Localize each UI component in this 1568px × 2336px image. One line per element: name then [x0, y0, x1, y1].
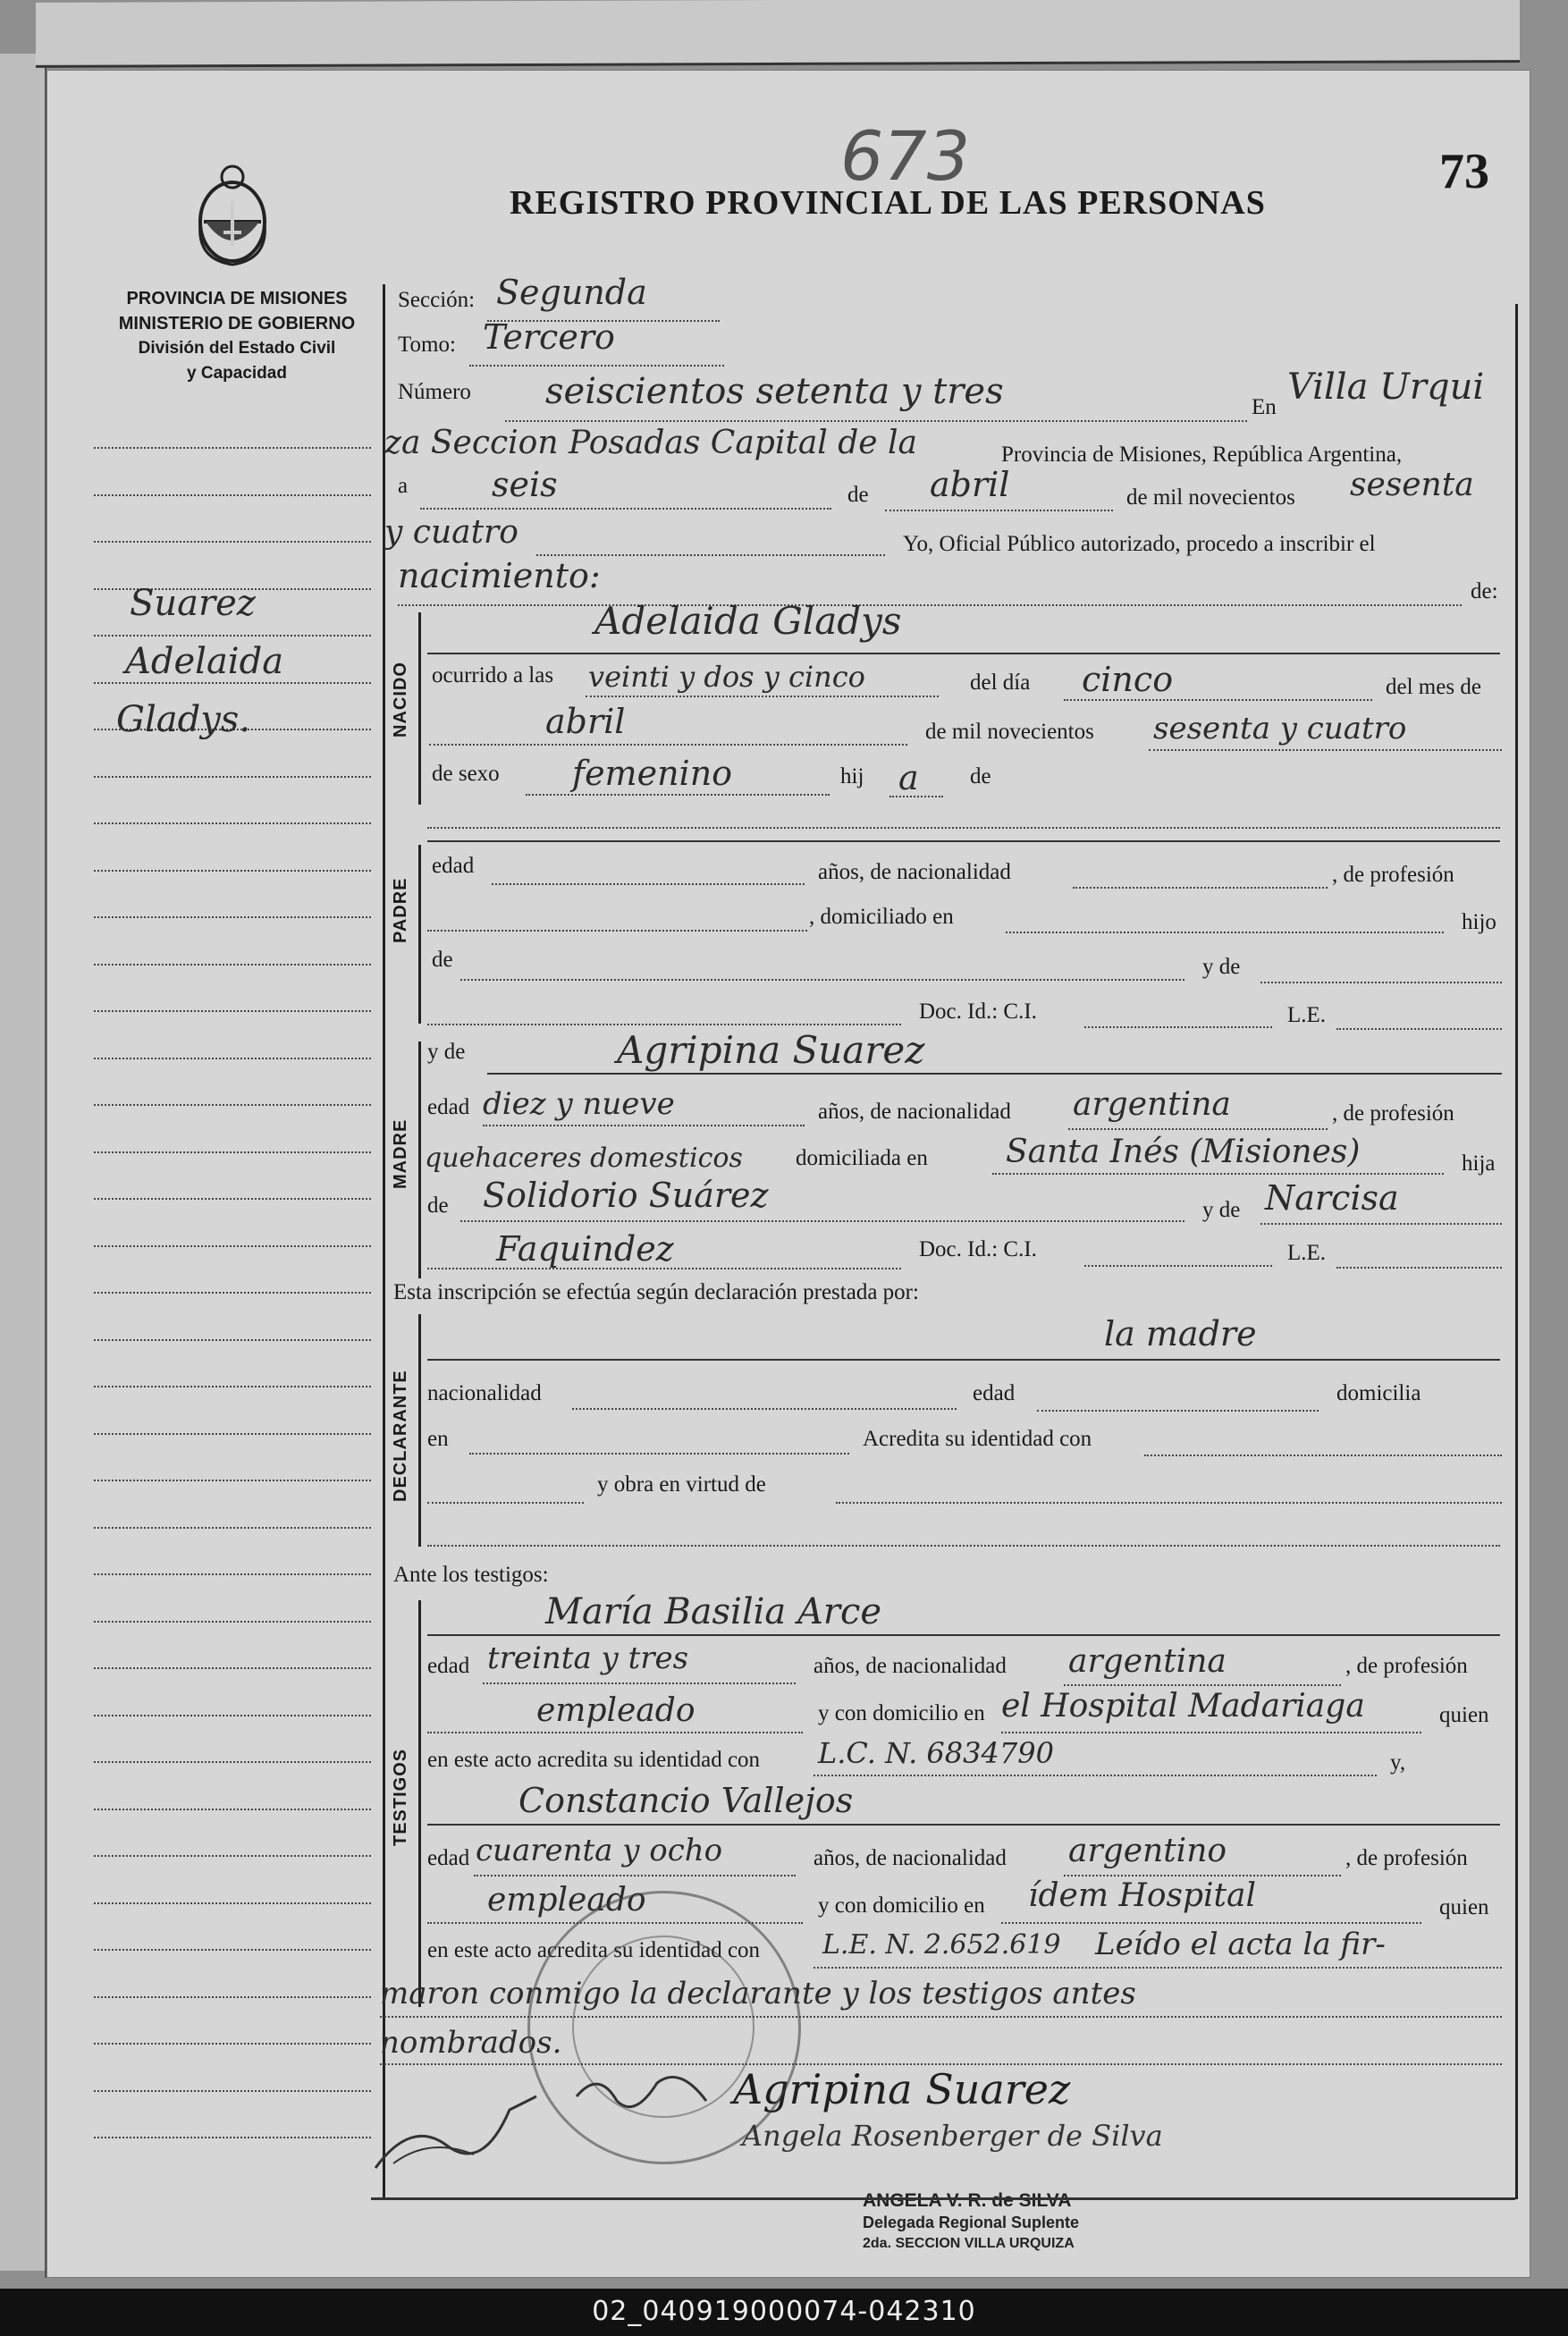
province-text: Provincia de Misiones, República Argentina,	[1001, 443, 1403, 467]
rule	[1068, 1128, 1328, 1130]
testigo1-doc: L.C. N. 6834790	[818, 1736, 1054, 1770]
closing-line-2: maron conmigo la declarante y los testigos antes	[380, 1976, 1136, 2011]
witness-signature-icon	[367, 2083, 545, 2181]
rule	[526, 794, 830, 796]
coat-of-arms-icon	[188, 161, 277, 268]
padre-domicilio-label: , domiciliado en	[809, 905, 954, 929]
margin-rule	[94, 1386, 371, 1387]
declarante-nacionalidad-label: nacionalidad	[427, 1381, 542, 1405]
tomo-label: Tomo:	[398, 333, 456, 357]
rule	[1064, 1684, 1341, 1686]
place-value-1: Villa Urqui	[1287, 367, 1485, 408]
testigo1-profesion: empleado	[536, 1692, 695, 1729]
rule	[1073, 887, 1328, 889]
year-value-1: sesenta	[1350, 467, 1474, 503]
rule	[460, 1220, 1184, 1222]
testigo2-profesion: empleado	[487, 1882, 646, 1919]
madre-edad: diez y nueve	[483, 1086, 675, 1122]
madre-y-de-label: y de	[427, 1040, 466, 1064]
margin-rule	[94, 2043, 371, 2045]
sexo-label: de sexo	[432, 762, 500, 786]
del-dia-label: del día	[970, 670, 1031, 695]
madre-parent2-1: Narcisa	[1265, 1178, 1399, 1218]
stamp-line: 2da. SECCION VILLA URQUIZA	[863, 2236, 1075, 2251]
testigo1-quien-label: quien	[1439, 1703, 1489, 1727]
signature-official: Angela Rosenberger de Silva	[742, 2119, 1163, 2153]
rule	[1336, 1028, 1502, 1030]
margin-rule	[94, 541, 371, 543]
rule	[1037, 1410, 1319, 1412]
rule	[427, 827, 1500, 829]
rule	[1064, 1875, 1341, 1876]
rule	[1001, 1732, 1421, 1733]
madre-edad-label: edad	[427, 1095, 470, 1119]
section-bar-declarante	[418, 1314, 421, 1547]
seccion-label: Sección:	[398, 288, 476, 312]
margin-rule	[94, 870, 371, 872]
rule	[427, 1359, 1500, 1361]
section-bar-testigos	[418, 1600, 421, 2007]
margin-rule	[94, 494, 371, 496]
rule	[505, 420, 1247, 422]
underlying-page-edge	[0, 54, 46, 2271]
madre-de-label: de	[427, 1193, 449, 1218]
margin-rule	[94, 635, 371, 637]
madre-profesion-label: , de profesión	[1332, 1101, 1454, 1126]
section-bar-nacido	[418, 612, 421, 805]
testigo1-edad-label: edad	[427, 1654, 470, 1678]
margin-rule	[94, 964, 371, 966]
testigo2-nacionalidad: argentino	[1068, 1833, 1227, 1869]
padre-y-de-label: y de	[1202, 955, 1241, 979]
declarante-edad-label: edad	[973, 1381, 1016, 1405]
rule	[371, 2197, 1515, 2200]
madre-parent1: Solidorio Suárez	[483, 1176, 769, 1215]
testigo1-domicilio: el Hospital Madariaga	[1001, 1688, 1365, 1725]
testigo2-name: Constancio Vallejos	[518, 1781, 854, 1820]
issuing-authority	[94, 286, 380, 386]
rule	[1336, 1267, 1502, 1269]
birth-month: abril	[545, 702, 626, 741]
madre-hija-label: hija	[1462, 1151, 1496, 1176]
rule	[889, 796, 943, 797]
rule	[1149, 749, 1502, 751]
rule	[885, 510, 1113, 511]
rule	[1084, 1026, 1272, 1028]
margin-divider	[383, 284, 385, 2197]
margin-rule	[94, 2090, 371, 2092]
testigo1-domicilio-label: y con domicilio en	[818, 1701, 985, 1725]
madre-domicilio-label: domiciliada en	[796, 1146, 928, 1170]
testigos-intro: Ante los testigos:	[393, 1563, 549, 1587]
margin-rule	[94, 1949, 371, 1951]
margin-rule	[94, 1621, 371, 1623]
rule	[1064, 699, 1372, 701]
day-value: seis	[492, 465, 558, 504]
madre-anos-label: años, de nacionalidad	[818, 1100, 1011, 1124]
testigo2-acredita-label: en este acto acredita su identidad con	[427, 1938, 761, 1962]
margin-rule	[94, 1761, 371, 1763]
rule	[427, 1824, 1500, 1826]
margin-rule	[94, 1151, 371, 1153]
margin-rule	[94, 822, 371, 824]
testigo2-profesion-label: , de profesión	[1345, 1846, 1468, 1870]
birth-year: sesenta y cuatro	[1153, 711, 1407, 746]
margin-rule	[94, 1527, 371, 1529]
testigo1-acredita-label: en este acto acredita su identidad con	[427, 1748, 761, 1772]
rule	[814, 1967, 1502, 1969]
rule	[427, 1502, 584, 1504]
margin-rule	[94, 1292, 371, 1294]
padre-doc-label: Doc. Id.: C.I.	[919, 999, 1037, 1024]
margin-rule	[94, 2137, 371, 2138]
margin-rule	[94, 1058, 371, 1059]
section-label-nacido: NACIDO	[391, 662, 410, 738]
rule	[427, 1268, 901, 1269]
margin-rule	[94, 776, 371, 778]
padre-edad-label: edad	[432, 854, 475, 878]
de-label: de	[847, 483, 869, 507]
margin-rule	[94, 447, 371, 449]
rule	[572, 1408, 957, 1410]
testigo1-y-label: y,	[1390, 1750, 1406, 1775]
hij-value: a	[898, 758, 919, 797]
ocurrido-label: ocurrido a las	[432, 663, 554, 687]
margin-rule	[94, 1573, 371, 1575]
rule	[836, 1502, 1502, 1504]
rule	[483, 1682, 796, 1684]
margin-rule	[94, 1480, 371, 1481]
overlapping-sheet-edge	[36, 0, 1520, 68]
margin-rule	[94, 1809, 371, 1810]
madre-name: Agripina Suarez	[617, 1028, 925, 1072]
margin-rule	[94, 1433, 371, 1435]
rule	[487, 1073, 1502, 1075]
madre-doc-label: Doc. Id.: C.I.	[919, 1237, 1037, 1261]
act-value: nacimiento:	[398, 556, 601, 595]
margin-note-name: Adelaida	[125, 641, 284, 682]
year-value-2: y cuatro	[384, 514, 518, 551]
margin-rule	[94, 1198, 371, 1200]
testigo2-doc: L.E. N. 2.652.619	[822, 1929, 1061, 1961]
rule	[427, 1732, 803, 1733]
testigo2-domicilio: ídem Hospital	[1028, 1877, 1256, 1914]
child-name: Adelaida Gladys	[594, 599, 902, 643]
testigo1-nacionalidad: argentina	[1068, 1643, 1227, 1680]
rule	[1006, 932, 1444, 933]
a-label: a	[398, 474, 409, 498]
page-title: REGISTRO PROVINCIAL DE LAS PERSONAS	[510, 184, 1266, 222]
rule	[483, 1125, 805, 1126]
section-label-testigos: TESTIGOS	[391, 1748, 410, 1846]
rule	[460, 979, 1184, 981]
section-bar-madre	[418, 1042, 421, 1278]
section-label-declarante: DECLARANTE	[391, 1370, 410, 1502]
rule	[469, 1453, 849, 1455]
birth-day: cinco	[1082, 660, 1174, 699]
margin-rule	[94, 1855, 371, 1857]
testigo2-quien-label: quien	[1439, 1895, 1489, 1919]
place-value-2: za Seccion Posadas Capital de la	[384, 425, 918, 461]
margin-rule	[94, 1715, 371, 1716]
testigo1-anos-label: años, de nacionalidad	[814, 1654, 1007, 1678]
numero-value: seiscientos setenta y tres	[545, 371, 1004, 412]
authority-line: y Capacidad	[187, 364, 287, 383]
year-label: de mil novecientos	[1126, 485, 1295, 510]
rule	[1260, 982, 1502, 983]
stamp-line: Delegada Regional Suplente	[863, 2214, 1080, 2231]
madre-profesion: quehaceres domesticos	[425, 1143, 743, 1174]
testigo2-anos-label: años, de nacionalidad	[814, 1846, 1007, 1870]
declarante-obra-label: y obra en virtud de	[597, 1472, 766, 1497]
margin-note-name2: Gladys.	[116, 699, 251, 740]
padre-hijo-label: hijo	[1462, 910, 1496, 934]
page-number: 73	[1439, 144, 1489, 199]
rule	[427, 840, 1500, 842]
authority-line: División del Estado Civil	[138, 339, 336, 358]
testigo2-edad-label: edad	[427, 1846, 470, 1870]
numero-label: Número	[398, 380, 471, 404]
rule	[1001, 1922, 1421, 1924]
madre-y-de2-label: y de	[1202, 1198, 1241, 1222]
margin-rule	[94, 1104, 371, 1106]
margin-rule	[94, 1339, 371, 1341]
de-label: de	[970, 764, 991, 789]
madre-le-label: L.E.	[1287, 1241, 1327, 1265]
right-border	[1515, 304, 1518, 2199]
del-mes-label: del mes de	[1386, 675, 1481, 699]
rule	[1144, 1455, 1502, 1456]
rule	[398, 604, 1462, 606]
hij-label: hij	[840, 764, 864, 789]
declarante-en-label: en	[427, 1427, 449, 1451]
image-identifier: 02_040919000074-042310	[592, 2296, 976, 2327]
rule	[1084, 1265, 1272, 1267]
madre-nacionalidad: argentina	[1073, 1086, 1231, 1123]
margin-rule	[94, 1667, 371, 1669]
folio-number: 673	[840, 116, 971, 196]
rule	[586, 696, 939, 697]
rule	[474, 1875, 796, 1876]
seccion-value: Segunda	[496, 273, 647, 312]
declarante-domicilia-label: domicilia	[1336, 1381, 1421, 1405]
rule	[1260, 1223, 1502, 1225]
rule	[492, 883, 805, 885]
section-label-madre: MADRE	[391, 1118, 410, 1189]
margin-rule	[94, 1245, 371, 1247]
stamp-line: ANGELA V. R. de SILVA	[863, 2190, 1072, 2211]
tomo-value: Tercero	[483, 317, 615, 357]
margin-rule	[94, 1996, 371, 1998]
padre-anos-label: años, de nacionalidad	[818, 860, 1011, 884]
padre-le-label: L.E.	[1287, 1003, 1327, 1027]
rule	[427, 653, 1500, 654]
padre-profesion-label: , de profesión	[1332, 863, 1454, 887]
birth-hour: veinti y dos y cinco	[588, 660, 865, 694]
rule	[427, 1024, 901, 1025]
rule	[427, 1545, 1500, 1547]
rule	[427, 930, 807, 932]
testigo2-domicilio-label: y con domicilio en	[818, 1893, 985, 1918]
authority-line: PROVINCIA DE MISIONES	[126, 289, 348, 308]
signature-mother: Agripina Suarez	[733, 2065, 1071, 2113]
testigo1-name: María Basilia Arce	[545, 1591, 882, 1632]
testigo2-edad: cuarenta y ocho	[476, 1833, 723, 1868]
testigo1-profesion-label: , de profesión	[1345, 1654, 1468, 1678]
testigo1-edad: treinta y tres	[487, 1640, 689, 1676]
section-label-padre: PADRE	[391, 877, 410, 943]
margin-rule	[94, 682, 371, 684]
rule	[420, 508, 831, 510]
birth-year-label: de mil novecientos	[925, 720, 1094, 744]
rule	[469, 365, 724, 367]
rule	[429, 744, 907, 746]
official-text: Yo, Oficial Público autorizado, procedo a inscribir el	[903, 532, 1376, 556]
official-seal-inner-ring	[572, 1935, 754, 2118]
margin-rule	[94, 1010, 371, 1012]
closing-line-3: nombrados.	[380, 2025, 562, 2061]
padre-de-label: de	[432, 948, 453, 972]
madre-domicilio: Santa Inés (Misiones)	[1006, 1134, 1361, 1170]
rule	[992, 1173, 1444, 1175]
en-label: En	[1252, 395, 1277, 419]
margin-rule	[94, 1902, 371, 1904]
declarante-intro: Esta inscripción se efectúa según declaración prestada por:	[393, 1280, 919, 1304]
section-bar-padre	[418, 845, 421, 1024]
month-value: abril	[930, 465, 1010, 504]
declarante-value: la madre	[1104, 1314, 1257, 1354]
madre-parent2-2: Faquindez	[496, 1229, 674, 1269]
rule	[814, 1775, 1377, 1776]
rule	[427, 1634, 1500, 1636]
closing-line-1: Leído el acta la fir-	[1095, 1927, 1386, 1962]
margin-rule	[94, 916, 371, 918]
authority-line: MINISTERIO DE GOBIERNO	[118, 314, 356, 333]
margin-note-surname: Suarez	[130, 583, 256, 624]
declarante-acredita-label: Acredita su identidad con	[863, 1427, 1092, 1451]
de-colon-label: de:	[1471, 579, 1498, 603]
sexo-value: femenino	[572, 754, 733, 793]
